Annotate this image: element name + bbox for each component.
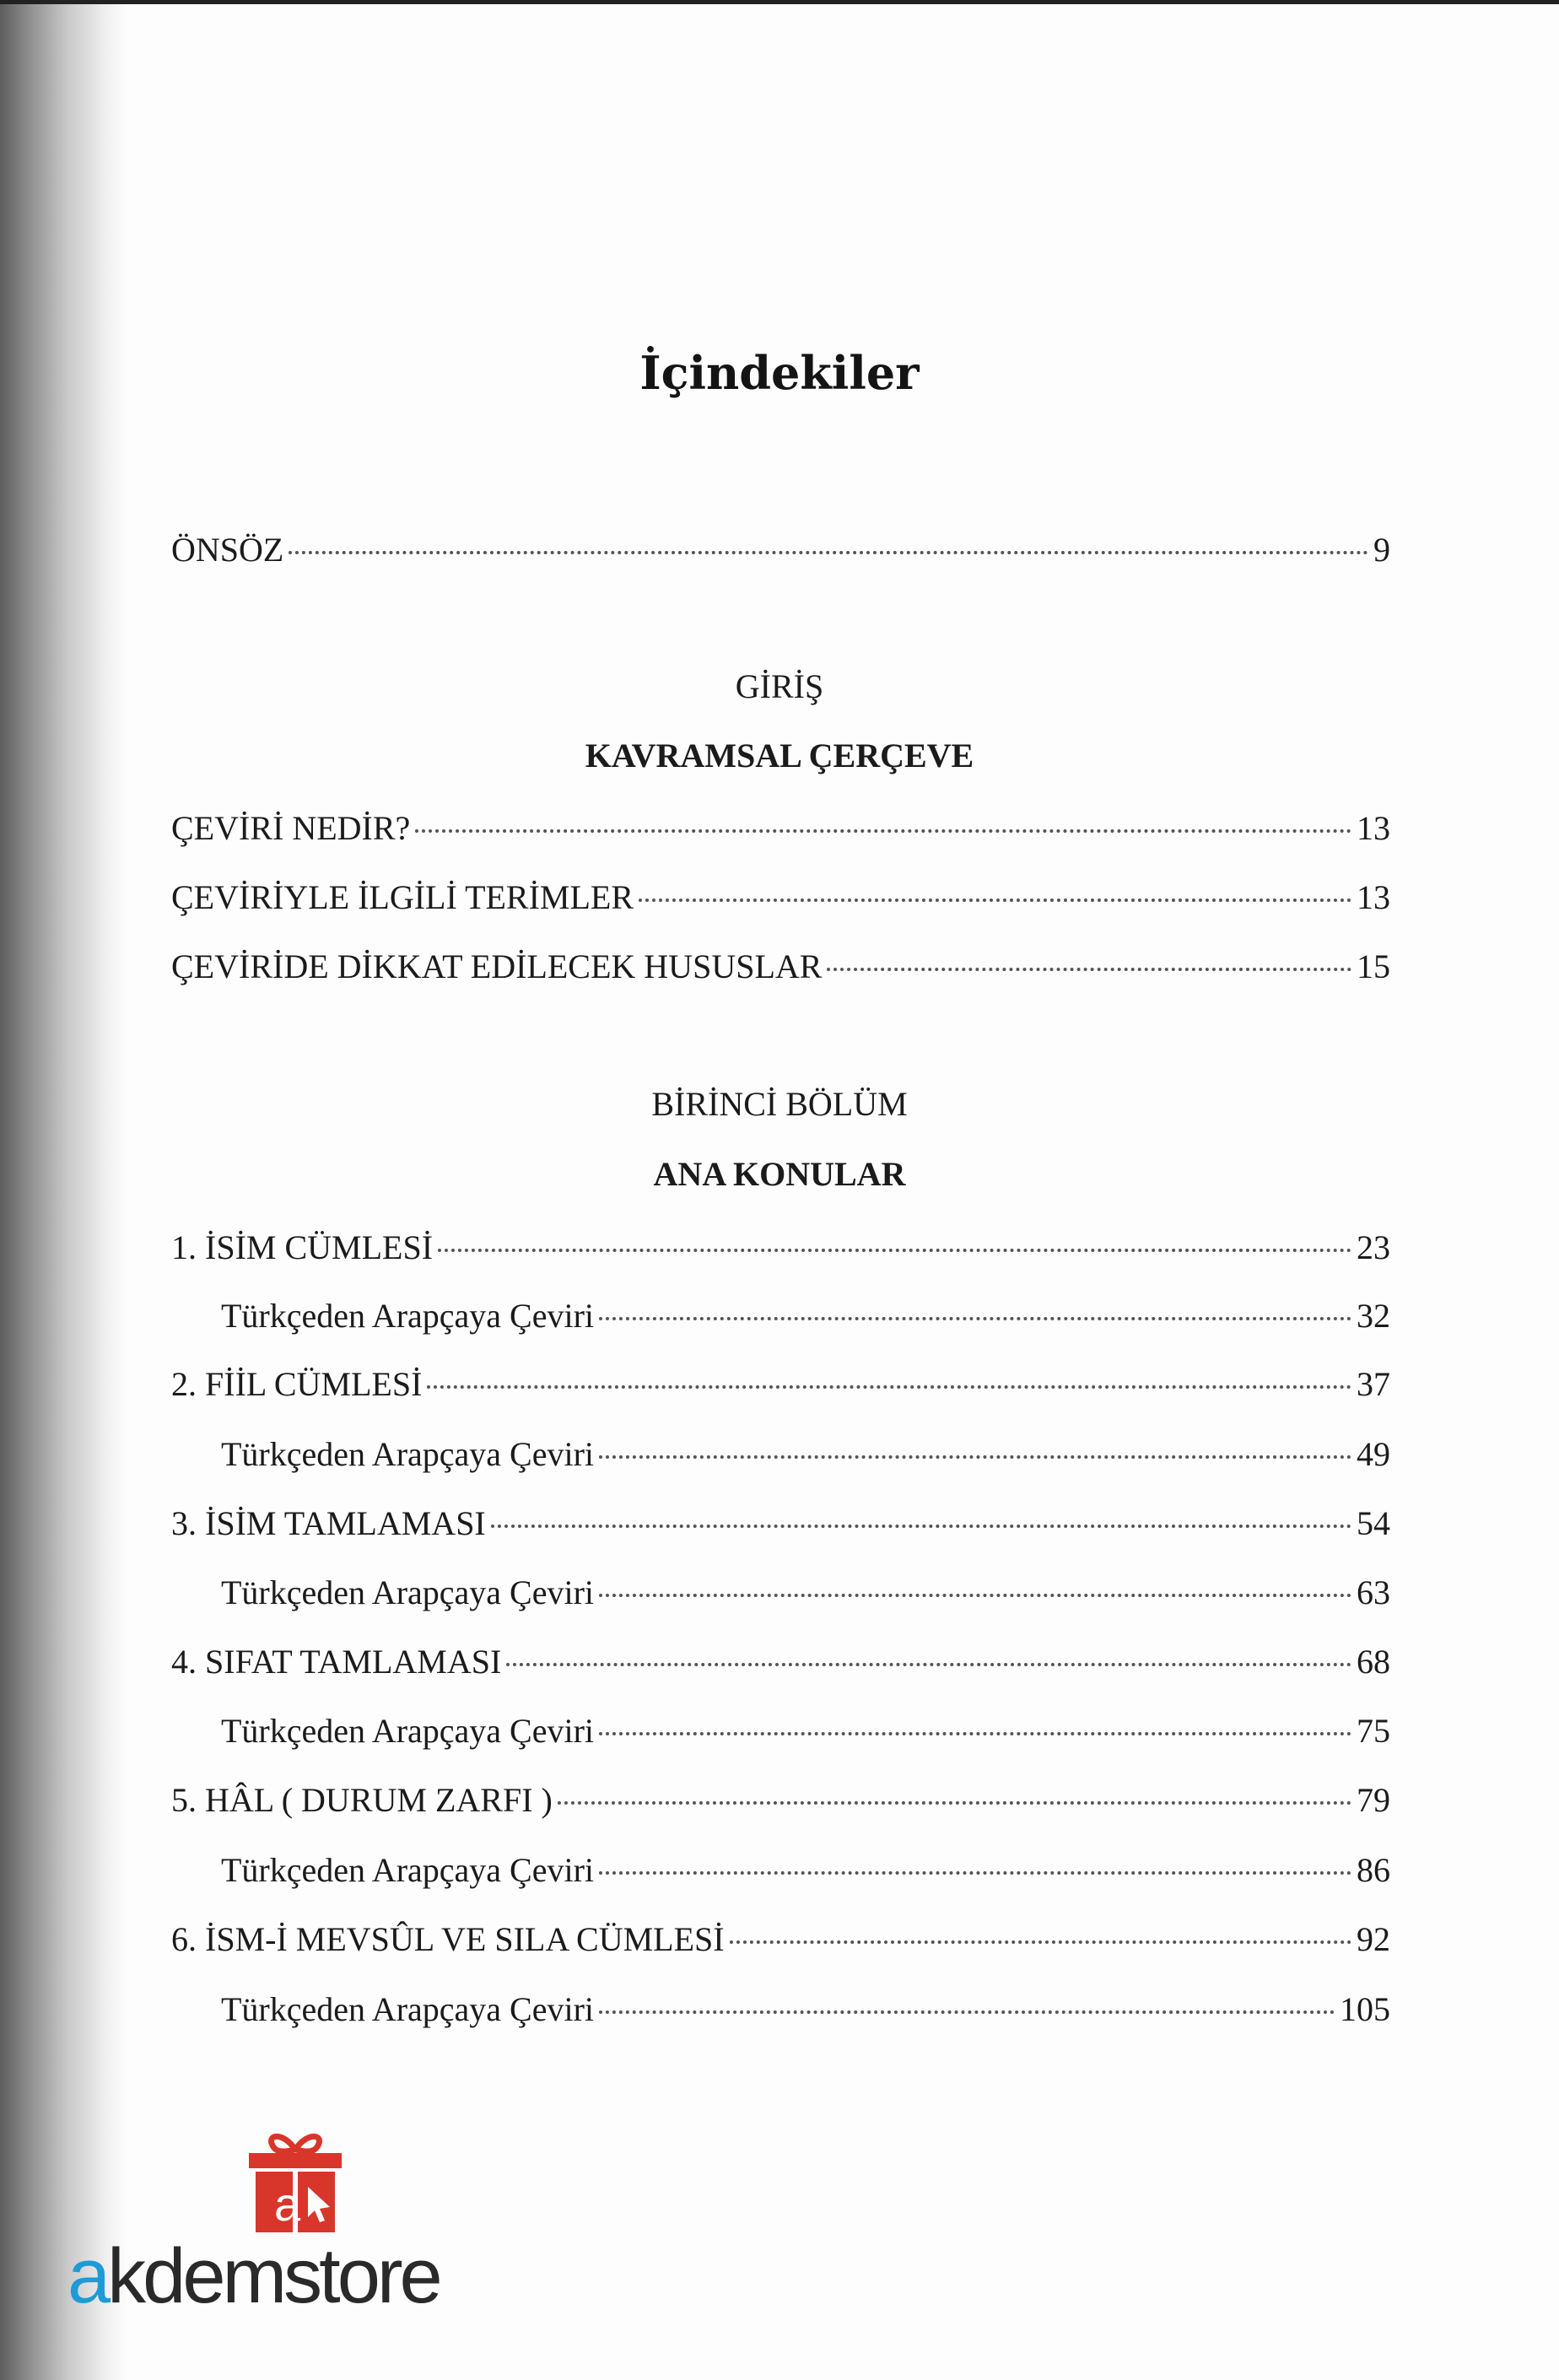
- toc-entry-ceviri-nedir: [171, 808, 1390, 849]
- dot-leader: [415, 828, 1351, 833]
- dot-leader: [427, 1384, 1351, 1389]
- toc-entry-hususlar: [171, 947, 1390, 987]
- dot-leader: [827, 966, 1351, 971]
- section-title-birinci: BİRİNCİ BÖLÜM: [651, 1085, 908, 1123]
- dot-leader: [491, 1523, 1351, 1528]
- scan-top-edge: [0, 0, 1559, 4]
- dot-leader: [558, 1800, 1351, 1805]
- toc-entry-label: 6. İSM-İ MEVSÛL VE SILA CÜMLESİ: [171, 1920, 725, 1958]
- toc-entry-label: Türkçeden Arapçaya Çeviri: [221, 1573, 595, 1611]
- dot-leader: [438, 1247, 1351, 1252]
- dot-leader: [730, 1939, 1351, 1944]
- toc-entry-page: 13: [1357, 809, 1390, 847]
- toc-entry-label: ÖNSÖZ: [171, 531, 284, 569]
- toc-subentry-ism-i-mevsul: [221, 1989, 1390, 2030]
- toc-entry-isim-tamlamasi: [171, 1503, 1390, 1544]
- toc-entry-label: Türkçeden Arapçaya Çeviri: [221, 1712, 595, 1750]
- dot-leader: [289, 549, 1368, 554]
- toc-entry-page: 68: [1357, 1643, 1390, 1681]
- toc-entry-page: 86: [1357, 1851, 1390, 1889]
- toc-entry-label: 4. SIFAT TAMLAMASI: [171, 1643, 502, 1681]
- toc-entry-isim-cumlesi: [171, 1228, 1390, 1268]
- toc-entry-ism-i-mevsul: [171, 1919, 1390, 1960]
- toc-entry-page: 49: [1357, 1435, 1390, 1473]
- toc-entry-page: 9: [1373, 531, 1390, 569]
- toc-entry-page: 54: [1357, 1504, 1390, 1542]
- toc-entry-page: 63: [1357, 1573, 1390, 1611]
- dot-leader: [599, 1454, 1351, 1459]
- toc-entry-label: ÇEVİRİ NEDİR?: [171, 809, 411, 847]
- toc-entry-label: 5. HÂL ( DURUM ZARFI ): [171, 1781, 553, 1819]
- dot-leader: [639, 897, 1351, 902]
- dot-leader: [599, 1315, 1351, 1320]
- dot-leader: [599, 1870, 1351, 1875]
- toc-entry-label: ÇEVİRİYLE İLGİLİ TERİMLER: [171, 878, 634, 916]
- toc-entry-page: 37: [1357, 1365, 1390, 1403]
- section-subtitle-birinci: ANA KONULAR: [653, 1155, 906, 1193]
- dot-leader: [599, 1592, 1351, 1597]
- toc-entry-label: 3. İSİM TAMLAMASI: [171, 1504, 486, 1542]
- toc-entry-label: Türkçeden Arapçaya Çeviri: [221, 1990, 595, 2028]
- toc-entry-label: Türkçeden Arapçaya Çeviri: [221, 1851, 595, 1889]
- toc-entry-sifat-tamlamasi: [171, 1642, 1390, 1682]
- toc-entry-page: 75: [1357, 1712, 1390, 1750]
- toc-entry-page: 92: [1357, 1920, 1390, 1958]
- toc-subentry-hal: [221, 1850, 1390, 1891]
- toc-entry-page: 23: [1357, 1228, 1390, 1266]
- toc-entry-page: 105: [1340, 1990, 1390, 2028]
- svg-text:a: a: [274, 2178, 301, 2231]
- brand-first-letter: a: [67, 2233, 108, 2319]
- toc-entry-page: 79: [1357, 1781, 1390, 1819]
- section-subtitle-giris: KAVRAMSAL ÇERÇEVE: [585, 737, 974, 774]
- store-watermark: [67, 2126, 506, 2320]
- dot-leader: [506, 1661, 1351, 1666]
- toc-subentry-sifat-tamlamasi: [221, 1711, 1390, 1751]
- brand-rest: kdemstore: [107, 2233, 440, 2319]
- toc-subentry-fiil-cumlesi: [221, 1434, 1390, 1475]
- toc-entry-page: 15: [1357, 947, 1390, 985]
- toc-subentry-isim-cumlesi: [221, 1296, 1390, 1336]
- toc-entry-label: Türkçeden Arapçaya Çeviri: [221, 1297, 595, 1335]
- toc-entry-label: 1. İSİM CÜMLESİ: [171, 1228, 434, 1266]
- toc-entry-fiil-cumlesi: [171, 1364, 1390, 1405]
- dot-leader: [599, 2009, 1335, 2014]
- toc-entry-label: Türkçeden Arapçaya Çeviri: [221, 1435, 595, 1473]
- toc-entry-onsoz: [171, 530, 1390, 570]
- toc-entry-terimler: [171, 877, 1390, 918]
- gift-box-a-icon: [240, 2126, 350, 2236]
- toc-entry-label: ÇEVİRİDE DİKKAT EDİLECEK HUSUSLAR: [171, 947, 823, 985]
- page-title: İçindekiler: [639, 346, 920, 400]
- toc-subentry-isim-tamlamasi: [221, 1573, 1390, 1613]
- store-brand-name: [67, 2234, 440, 2318]
- toc-entry-page: 13: [1357, 878, 1390, 916]
- section-title-giris: GİRİŞ: [735, 667, 824, 705]
- dot-leader: [599, 1730, 1351, 1735]
- toc-entry-page: 32: [1357, 1297, 1390, 1335]
- toc-entry-hal: [171, 1780, 1390, 1821]
- toc-entry-label: 2. FİİL CÜMLESİ: [171, 1365, 423, 1403]
